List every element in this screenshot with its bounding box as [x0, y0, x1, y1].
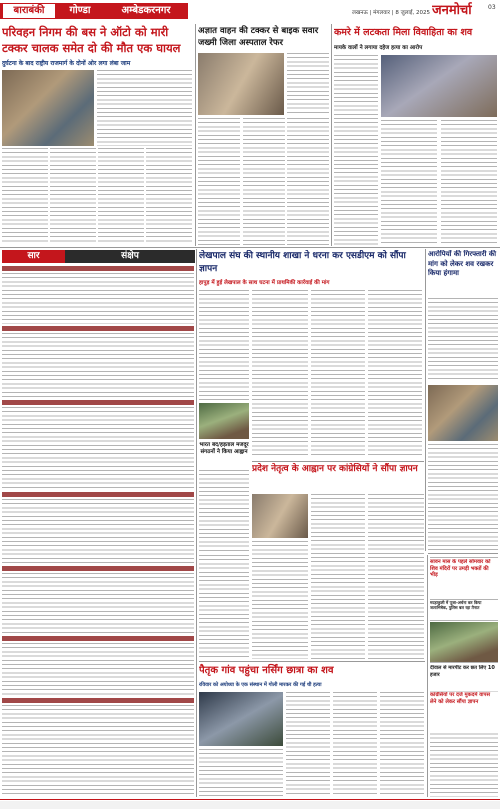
bus-auto-body-col2 [50, 148, 96, 244]
brief-3 [2, 400, 194, 490]
brief-text [2, 333, 194, 398]
brief-headline-bar [2, 492, 194, 497]
story-nurse-headline [199, 663, 425, 679]
headline: अज्ञात वाहन की टक्कर से बाइक सवार जख्मी जिला अस्पताल रेफर [198, 26, 319, 48]
dateline: लखनऊ | मंगलवार | 8 जुलाई, 2025 [352, 10, 430, 16]
congress-cases-box [430, 692, 498, 732]
sawan-box [430, 559, 498, 599]
lekhpal-body-col1 [199, 290, 249, 400]
bus-auto-body-col3 [98, 148, 144, 244]
bharat-bandh-box [199, 442, 249, 552]
temple-photo [430, 622, 498, 662]
headline: लेखपाल संघ की स्थानीय शाखा ने धरना कर एसडीएम को सौंपा ज्ञापन [199, 251, 406, 274]
masthead [0, 0, 500, 22]
sawan-headline: सावन मास के पहले सोमवार को शिव मंदिरों पर उमड़ी भक्तों की भीड़ [430, 559, 491, 579]
dharna-photo [199, 403, 249, 439]
brief-headline-bar [2, 266, 194, 271]
protest-photo [428, 385, 498, 441]
sankshep-banner: संक्षेप [65, 250, 195, 263]
funeral-photo [199, 692, 283, 746]
story-arrest-demand-headline [428, 250, 498, 296]
subhead: हापुड़ में हुई लेखपाल के साथ घटना में प्राथमिकी कार्रवाई की मांग [199, 280, 330, 286]
subhead: मायके वालों ने लगाया दहेज हत्या का आरोप [334, 45, 423, 51]
section-tab-gonda[interactable]: गोण्डा [69, 5, 91, 16]
story-congress-memo-headline [252, 463, 424, 491]
nurse-body-col2 [286, 692, 330, 797]
married-woman-body-col2 [381, 120, 437, 246]
column-rule [331, 24, 332, 246]
brief-text [2, 643, 194, 696]
headline: आरोपियों की गिरफ्तारी की मांग को लेकर शव रखकर किया हंगामा [428, 250, 497, 277]
headline: परिवहन निगम की बस ने ऑटो को मारी टक्कर चालक समेत दो की मौत एक घायल [2, 25, 181, 55]
accident-photo [2, 70, 94, 146]
row-rule [252, 461, 424, 462]
row-rule [0, 247, 500, 248]
congress-memo-photo [252, 494, 308, 538]
lekhpal-body-col2 [252, 290, 308, 458]
brief-text [2, 407, 194, 490]
brief-2 [2, 326, 194, 398]
story-nurse-subhead [199, 680, 425, 690]
brief-5 [2, 566, 194, 634]
brief-headline-bar [2, 698, 194, 703]
lekhpal-body-col3 [311, 290, 365, 458]
footer-strip [0, 801, 500, 809]
footer-rule [0, 799, 500, 800]
headline: भारत बंद/हड़ताल मजदूर संगठनों ने किया आह्वान [199, 442, 249, 455]
story-bus-auto-subhead [2, 59, 192, 69]
column-rule [195, 24, 196, 246]
nurse-body-col1 [199, 749, 283, 797]
unknown-vehicle-body-col1 [198, 118, 240, 246]
brief-6 [2, 636, 194, 696]
story-unknown-vehicle-headline [198, 25, 328, 51]
brief-1 [2, 266, 194, 324]
brief-text [2, 573, 194, 634]
nurse-body-col4 [380, 692, 424, 797]
married-woman-body-col1 [334, 55, 378, 165]
lekhpal-body-col1b [199, 555, 249, 659]
section-tab-barabanki[interactable]: बाराबंकी [3, 4, 55, 18]
brief-text [2, 499, 194, 564]
brief-headline-bar [2, 566, 194, 571]
congress-cases-headline: कांग्रेसियों पर दर्ज मुकदमे वापस लेने को लेकर सौंपा ज्ञापन [430, 692, 490, 705]
brief-text [2, 705, 194, 794]
deewar-box [430, 665, 498, 689]
brand-logo: जनमोर्चा [432, 3, 472, 18]
story-bus-auto-headline [2, 24, 192, 58]
story-lekhpal-subhead [199, 278, 421, 288]
sawan-subhead-box [430, 600, 498, 620]
deewar-headline: दीवाल से मारपीट कर छत लिए 10 हजार [430, 665, 495, 678]
arrest-demand-body [428, 298, 498, 382]
married-woman-body-col3 [441, 120, 497, 246]
subhead: रविवार को अयोध्या के एक संस्थान में गोली मारकर की गई थी हत्या [199, 682, 322, 688]
row-rule [199, 661, 425, 662]
unknown-vehicle-body-col2 [243, 118, 285, 246]
hospital-photo [198, 53, 284, 115]
brief-headline-bar [2, 326, 194, 331]
brief-4 [2, 492, 194, 564]
brief-7 [2, 698, 194, 794]
section-tab-ambedkarnagar[interactable]: अम्बेडकरनगर [121, 5, 171, 16]
congress-memo-body-col3 [368, 494, 424, 659]
brief-text [2, 273, 194, 324]
bus-auto-body-col1 [2, 148, 48, 244]
page-number: 03 [488, 4, 496, 11]
subhead: दुर्घटना के बाद राष्ट्रीय राजमार्ग के दोनों ओर लगा लंबा जाम [2, 60, 131, 67]
congress-memo-body-col2 [311, 494, 365, 659]
headline: प्रदेश नेतृत्व के आह्वान पर कांग्रेसियों ने सौंपा ज्ञापन [252, 464, 418, 474]
column-rule [425, 249, 426, 551]
sawan-subhead: मदहाकुली में पूजा-अर्चना कर किया जलाभिषेक, पुलिस बल रहा तैनात [430, 600, 482, 610]
column-rule [427, 555, 428, 797]
headline: पैतृक गांव पहुंचा नर्सिंग छात्रा का शव [199, 665, 334, 676]
brief-headline-bar [2, 400, 194, 405]
sar-banner: सार [2, 250, 65, 263]
headline: कमरे में लटकता मिला विवाहिता का शव [334, 27, 473, 38]
married-woman-body-col1b [334, 168, 378, 246]
lekhpal-body-col4 [368, 290, 422, 458]
story-married-woman-subhead [334, 43, 498, 53]
brief-headline-bar [2, 636, 194, 641]
arrest-demand-body2 [428, 444, 498, 550]
unknown-vehicle-body-col3 [287, 118, 329, 246]
nurse-body-col3 [333, 692, 377, 797]
congress-memo-body-col1 [252, 541, 308, 659]
victim-photo [381, 55, 497, 117]
column-rule [196, 249, 197, 797]
bus-auto-body-right [97, 70, 192, 146]
story-married-woman-headline [334, 25, 498, 43]
story-lekhpal-headline [199, 250, 421, 278]
row-rule [428, 553, 498, 554]
bharat-bandh-text [199, 470, 249, 552]
bus-auto-body-col4 [146, 148, 192, 244]
unknown-vehicle-body-right [287, 53, 329, 115]
